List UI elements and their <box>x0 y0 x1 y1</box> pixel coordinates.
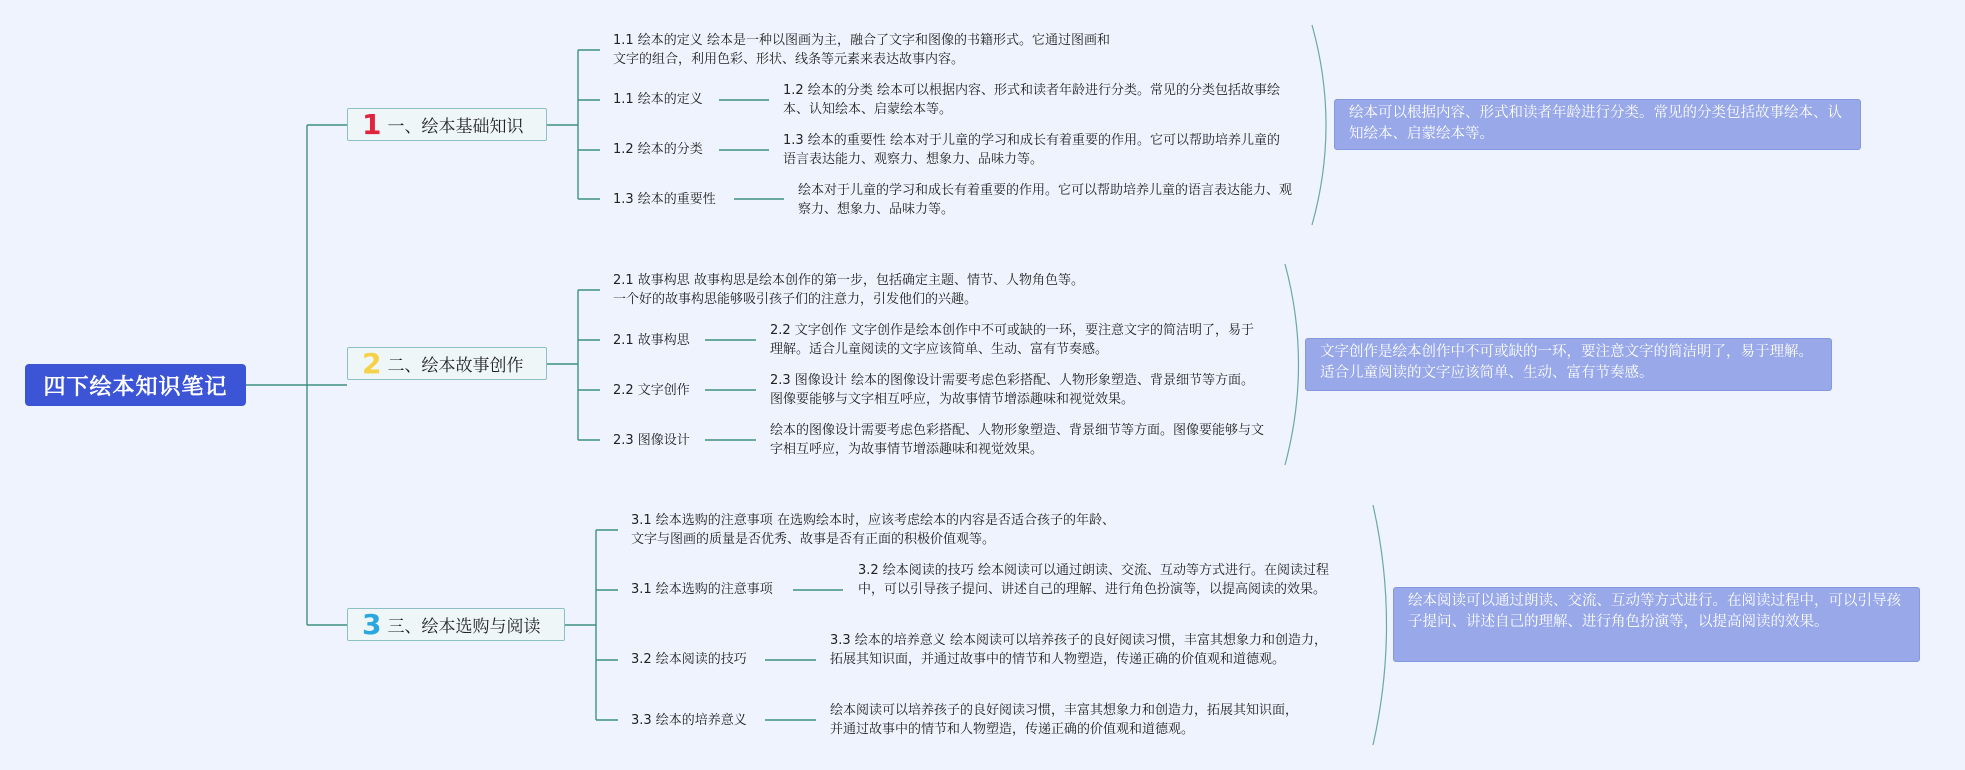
branch-1-lead-text: 1.1 绘本的定义 绘本是一种以图画为主，融合了文字和图像的书籍形式。它通过图画和文字的组合，利用色彩、形状、线条等元素来表达故事内容。 <box>613 33 1110 67</box>
branch-1-summary-note[interactable]: 绘本可以根据内容、形式和读者年龄进行分类。常见的分类包括故事绘本、认知绘本、启蒙绘本等。 <box>1334 99 1861 150</box>
branch-1-item-2-text: 1.3 绘本的重要性 绘本对于儿童的学习和成长有着重要的作用。它可以帮助培养儿童的语言表达能力、观察力、想象力、品味力等。 <box>783 133 1280 167</box>
branch-2-lead-text: 2.1 故事构思 故事构思是绘本创作的第一步，包括确定主题、情节、人物角色等。一个好的故事构思能够吸引孩子们的注意力，引发他们的兴趣。 <box>613 273 1084 307</box>
branch-2-item-3-label[interactable]: 2.3 图像设计 <box>613 433 690 448</box>
b2-bracket <box>1285 264 1299 465</box>
branch-3-item-1-text: 3.2 绘本阅读的技巧 绘本阅读可以通过朗读、交流、互动等方式进行。在阅读过程中，可以引导孩子提问、讲述自己的理解、进行角色扮演等，以提高阅读的效果。 <box>858 563 1329 597</box>
branch-2-item-2-text: 2.3 图像设计 绘本的图像设计需要考虑色彩搭配、人物形象塑造、背景细节等方面。图像要能够与文字相互呼应，为故事情节增添趣味和视觉效果。 <box>770 373 1254 407</box>
branch-2-node[interactable] <box>347 347 547 380</box>
branch-2-summary-note[interactable]: 文字创作是绘本创作中不可或缺的一环，要注意文字的简洁明了，易于理解。适合儿童阅读的文字应该简单、生动、富有节奏感。 <box>1305 338 1832 391</box>
branch-1-item-1-text: 1.2 绘本的分类 绘本可以根据内容、形式和读者年龄进行分类。常见的分类包括故事绘本、认知绘本、启蒙绘本等。 <box>783 83 1280 117</box>
branch-1-title: 一、绘本基础知识 <box>387 117 524 137</box>
branch-1-node[interactable] <box>347 108 547 141</box>
branch-3-item-1-label[interactable]: 3.1 绘本选购的注意事项 <box>631 582 773 597</box>
branch-3-summary-note[interactable]: 绘本阅读可以通过朗读、交流、互动等方式进行。在阅读过程中，可以引导孩子提问、讲述自己的理解、进行角色扮演等，以提高阅读的效果。 <box>1393 587 1920 662</box>
branch-3-node[interactable] <box>347 608 565 641</box>
branch-3-item-3-text: 绘本阅读可以培养孩子的良好阅读习惯，丰富其想象力和创造力，拓展其知识面，并通过故事中的情节和人物塑造，传递正确的价值观和道德观。 <box>830 703 1299 737</box>
branch-3-title: 三、绘本选购与阅读 <box>387 617 541 637</box>
branch-3-item-2-label[interactable]: 3.2 绘本阅读的技巧 <box>631 652 747 667</box>
branch-3-item-3-label[interactable]: 3.3 绘本的培养意义 <box>631 713 747 728</box>
branch-3-lead-text: 3.1 绘本选购的注意事项 在选购绘本时，应该考虑绘本的内容是否适合孩子的年龄、文字与图画的质量是否优秀、故事是否有正面的积极价值观等。 <box>631 513 1115 547</box>
branch-3-item-2-text: 3.3 绘本的培养意义 绘本阅读可以培养孩子的良好阅读习惯，丰富其想象力和创造力，拓展其知识面，并通过故事中的情节和人物塑造，传递正确的价值观和道德观。 <box>830 633 1327 667</box>
branch-2-item-1-label[interactable]: 2.1 故事构思 <box>613 333 690 348</box>
number-3-icon: 3 <box>362 607 382 641</box>
branch-2-item-2-label[interactable]: 2.2 文字创作 <box>613 383 690 398</box>
branch-1-item-3-text: 绘本对于儿童的学习和成长有着重要的作用。它可以帮助培养儿童的语言表达能力、观察力、想象力、品味力等。 <box>798 183 1293 217</box>
branch-2-item-3-text: 绘本的图像设计需要考虑色彩搭配、人物形象塑造、背景细节等方面。图像要能够与文字相互呼应，为故事情节增添趣味和视觉效果。 <box>770 423 1265 457</box>
b3-bracket <box>1373 505 1387 745</box>
branch-1-item-1-label[interactable]: 1.1 绘本的定义 <box>613 92 703 107</box>
branch-2-title: 二、绘本故事创作 <box>387 356 524 376</box>
branch-1-item-3-label[interactable]: 1.3 绘本的重要性 <box>613 192 716 207</box>
number-1-icon: 1 <box>362 107 382 141</box>
b1-bracket <box>1312 25 1326 225</box>
branch-2-item-1-text: 2.2 文字创作 文字创作是绘本创作中不可或缺的一环，要注意文字的简洁明了，易于理解。适合儿童阅读的文字应该简单、生动、富有节奏感。 <box>770 323 1254 357</box>
number-2-icon: 2 <box>362 346 382 380</box>
root-node[interactable]: 四下绘本知识笔记 <box>25 364 246 406</box>
branch-1-item-2-label[interactable]: 1.2 绘本的分类 <box>613 142 703 157</box>
